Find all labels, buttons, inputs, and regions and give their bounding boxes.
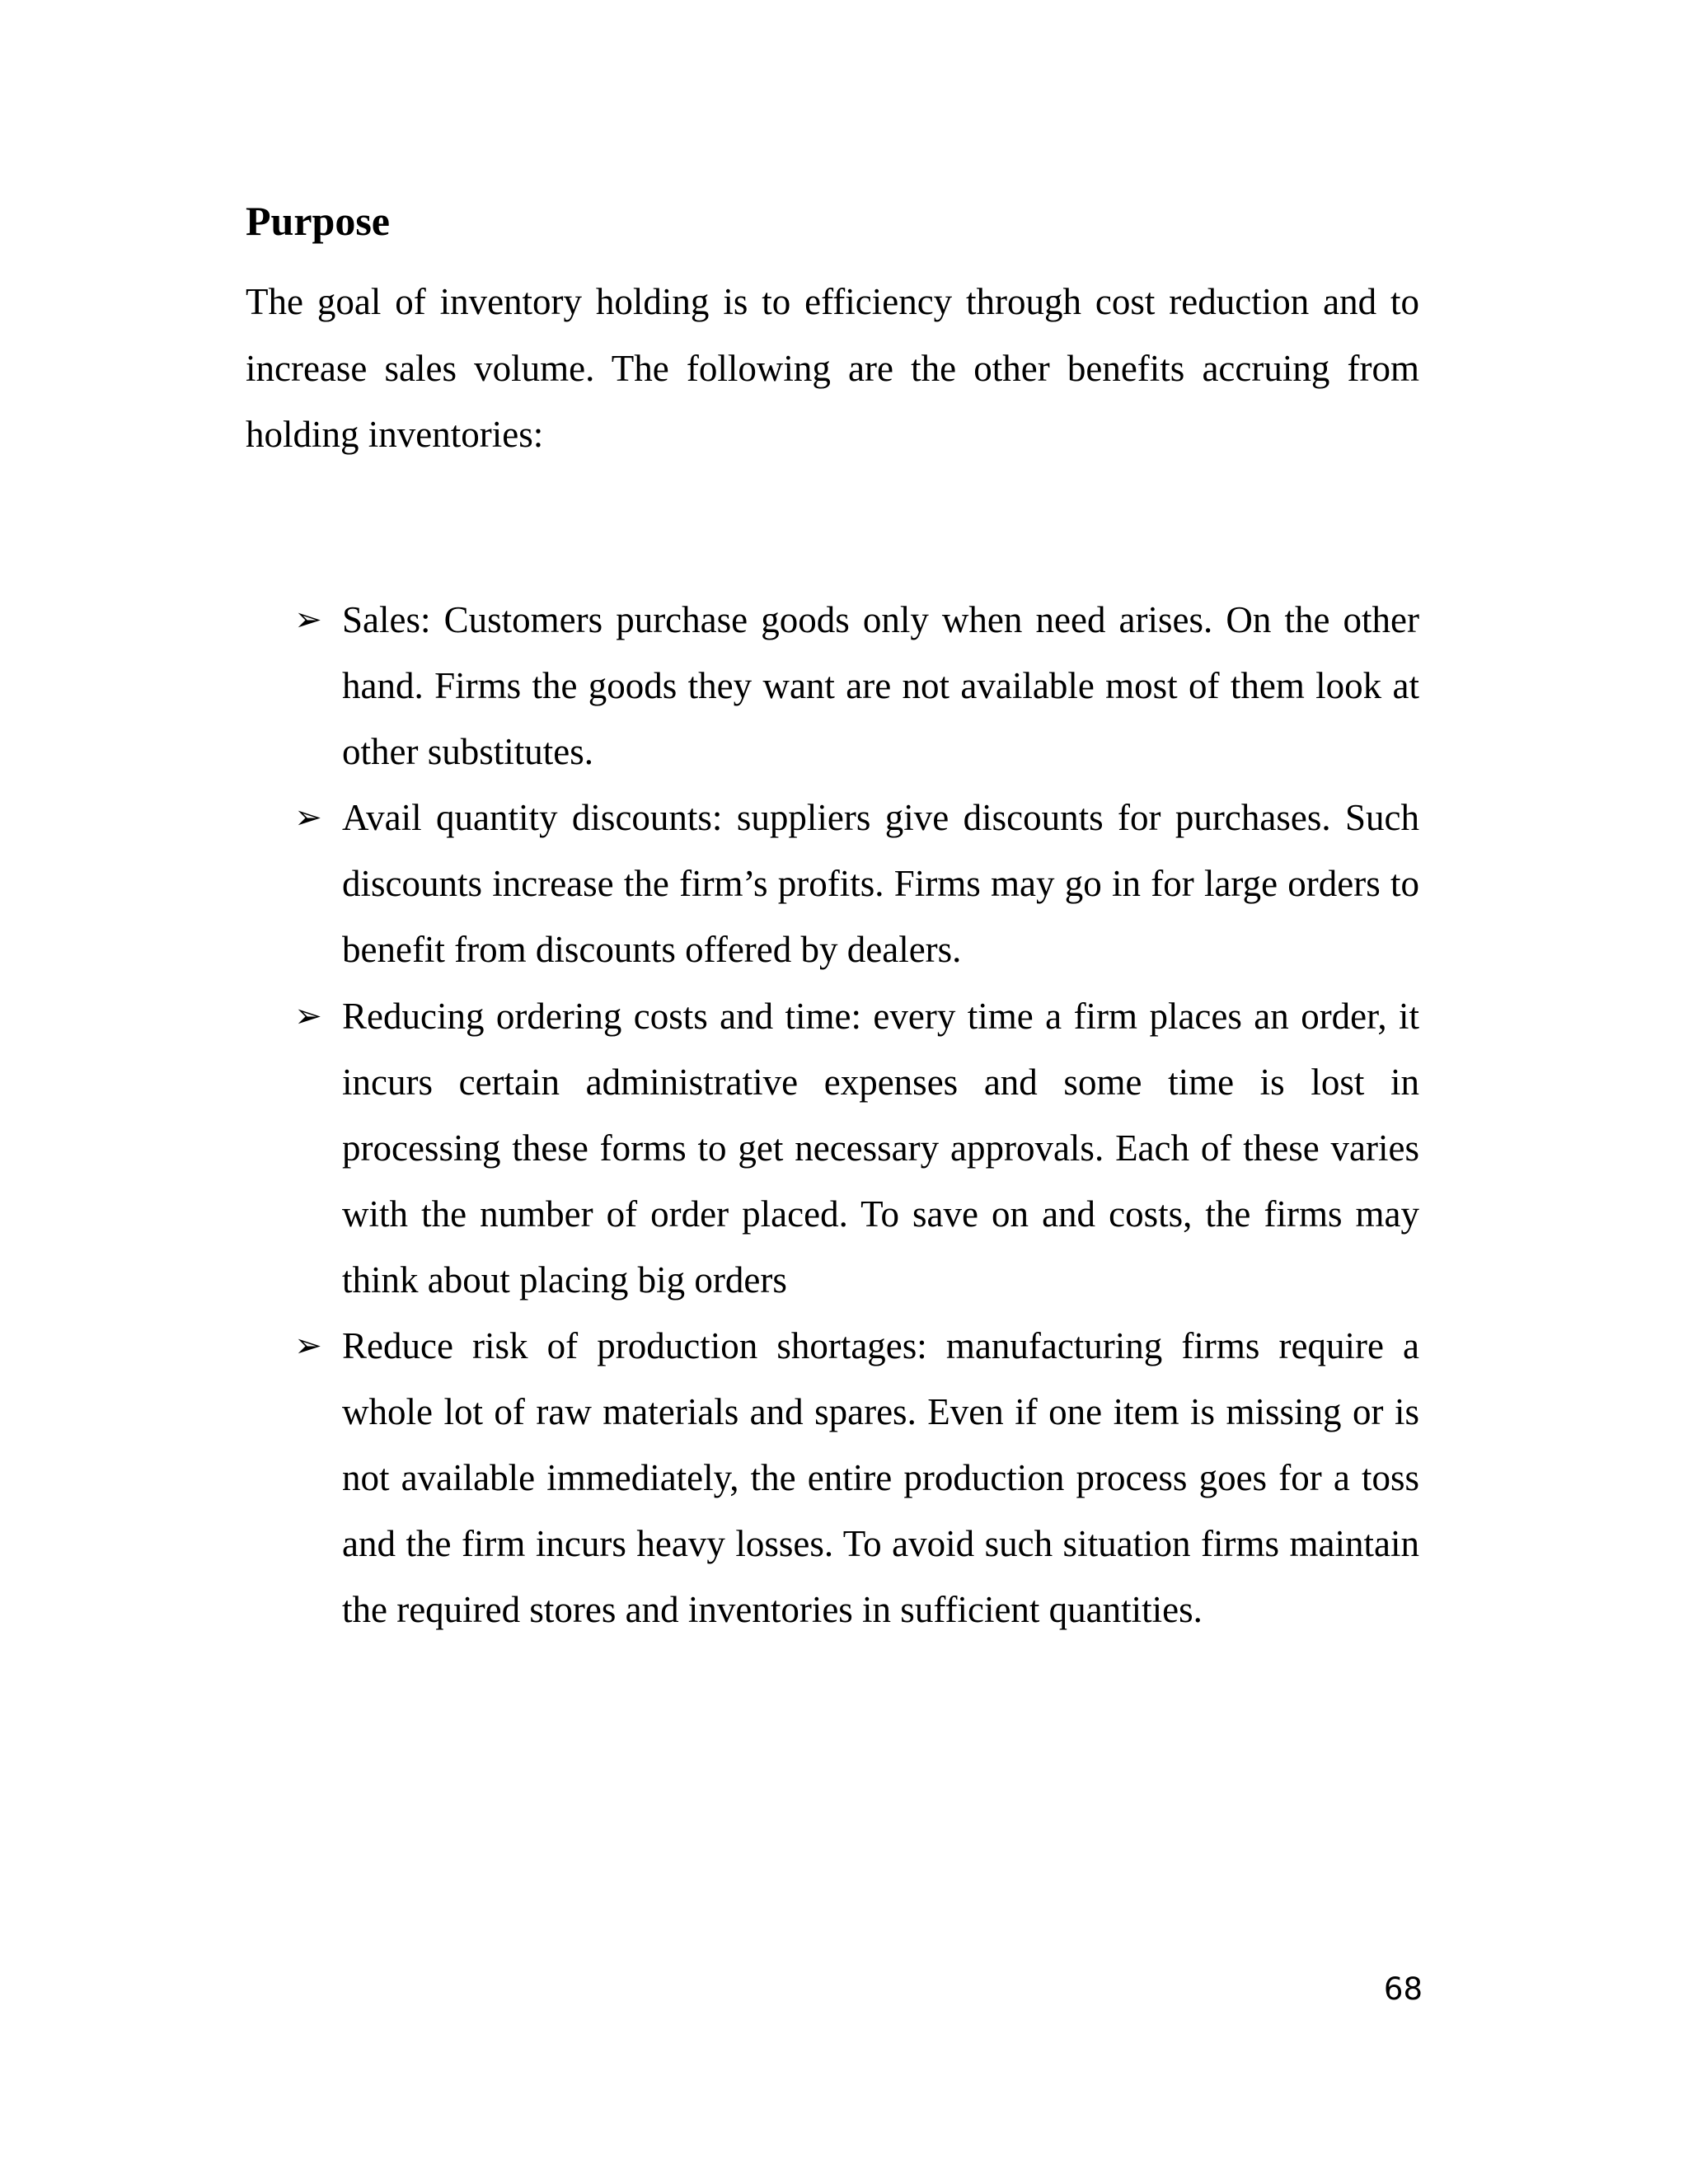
benefit-quantity-discounts-text: Avail quantity discounts: suppliers give discounts for purchases. Such discounts increase the firm’s profits. Firms may go in for large orders to benefit from discounts offered by dealers. [342,797,1419,971]
arrow-bullet-icon: ➢ [294,799,322,837]
benefit-sales-text: Sales: Customers purchase goods only when need arises. On the other hand. Firms the goods they want are not available most of them look at other substitutes. [342,599,1419,773]
benefit-quantity-discounts [294,785,1419,982]
benefits-list [294,587,1419,1643]
arrow-bullet-icon: ➢ [294,601,322,638]
section-heading: Purpose [246,198,390,244]
benefit-production-shortages-text: Reduce risk of production shortages: manufacturing firms require a whole lot of raw materials and spares. Even if one item is missing or is not available immediately, the entire production process goes for a toss and the firm incurs heavy losses. To avoid such situation firms maintain the required stores and inventories in sufficient quantities. [342,1325,1419,1631]
benefit-ordering-costs [294,983,1419,1313]
intro-paragraph: The goal of inventory holding is to efficiency through cost reduction and to increase sales volume. The following are the other benefits accruing from holding inventories: [246,281,1419,455]
benefit-ordering-costs-text: Reducing ordering costs and time: every time a firm places an order, it incurs certain administrative expenses and some time is lost in processing these forms to get necessary approvals. Each of these varies with the number of order placed. To save on and costs, the firms may think about placing big orders [342,995,1419,1301]
arrow-bullet-icon: ➢ [294,996,322,1034]
benefit-sales [294,587,1419,785]
benefit-production-shortages [294,1313,1419,1643]
arrow-bullet-icon: ➢ [294,1327,322,1365]
page-number: 68 [1383,1971,1423,2007]
